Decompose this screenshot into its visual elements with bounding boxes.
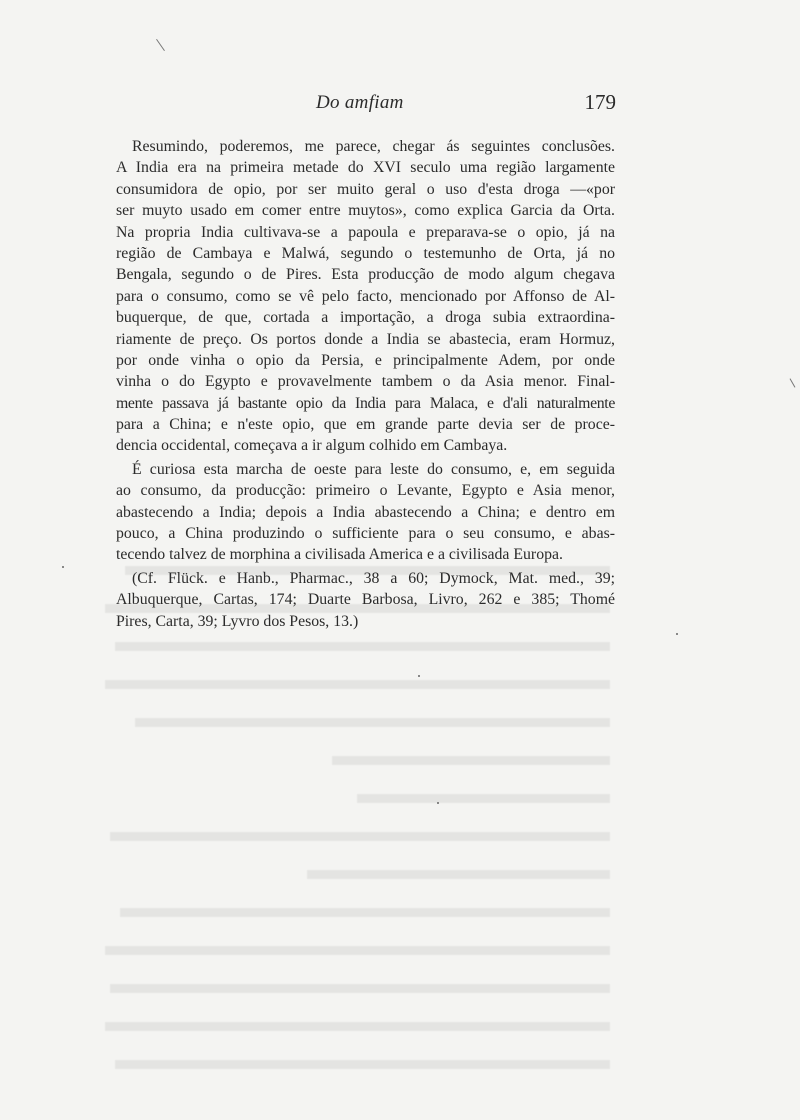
paragraph: [116, 136, 615, 457]
text-line: É curiosa esta marcha de oeste para leste do consumo, e, em seguida: [132, 460, 615, 478]
text-line: Pires, Carta, 39; Lyvro dos Pesos, 13.): [116, 612, 359, 630]
running-head: Do amfiam: [316, 92, 404, 113]
text-line: consumidora de opio, por ser muito geral o uso d'esta droga —«por: [116, 180, 615, 198]
text-line: ao consumo, da producção: primeiro o Levante, Egypto e Asia menor,: [116, 482, 615, 500]
text-line: Na propria India cultivava-se a papoula e preparava-se o opio, já na: [116, 223, 615, 241]
text-line: para a China; e n'este opio, que em grande parte devia ser de proce-: [116, 416, 615, 434]
text-line: abastecendo a India; depois a India abastecendo a China; e dentro em: [116, 503, 615, 521]
scan-mark: [790, 378, 796, 387]
text-line: tecendo talvez de morphina a civilisada America e a civilisada Europa.: [116, 546, 563, 564]
page-number: 179: [584, 90, 616, 114]
text-line: Bengala, segundo o de Pires. Esta producção de modo algum chegava: [116, 266, 615, 284]
text-line: ser muyto usado em comer entre muytos», como explica Garcia da Orta.: [116, 202, 615, 220]
text-line: mente passava já bastante opio da India para Malaca, e d'ali naturalmente: [116, 394, 615, 412]
text-line: A India era na primeira metade do XVI seculo uma região largamente: [116, 159, 615, 177]
scan-speck: [418, 675, 420, 677]
page-header: [116, 92, 616, 120]
text-line: buquerque, de que, cortada a importação, a droga subia extraordina-: [116, 309, 615, 327]
scan-speck: [437, 802, 439, 804]
text-line: Resumindo, poderemos, me parece, chegar ás seguintes conclusões.: [132, 138, 615, 155]
scan-speck: [676, 633, 678, 635]
text-line: pouco, a China produzindo o sufficiente para o seu consumo, e abas-: [116, 525, 615, 543]
paragraph: [116, 459, 615, 566]
text-line: por onde vinha o opio da Persia, e principalmente Adem, por onde: [116, 351, 615, 369]
text-line: Albuquerque, Cartas, 174; Duarte Barbosa, Livro, 262 e 385; Thomé: [116, 591, 615, 609]
citation-paragraph: [116, 568, 615, 632]
text-line: riamente de preço. Os portos donde a India se abastecia, eram Hormuz,: [116, 330, 615, 348]
bleed-through-texture: [105, 560, 610, 1098]
scan-mark: [156, 39, 165, 51]
text-line: dencia occidental, começava a ir algum colhido em Cambaya.: [116, 437, 508, 455]
scan-speck: [62, 566, 64, 568]
text-line: (Cf. Flück. e Hanb., Pharmac., 38 a 60; Dymock, Mat. med., 39;: [132, 569, 615, 587]
text-line: vinha o do Egypto e provavelmente tambem o da Asia menor. Final-: [116, 373, 615, 391]
text-line: região de Cambaya e Malwá, segundo o testemunho de Orta, já no: [116, 244, 615, 262]
body-text: [116, 136, 615, 632]
text-line: para o consumo, como se vê pelo facto, mencionado por Affonso de Al-: [116, 287, 615, 305]
